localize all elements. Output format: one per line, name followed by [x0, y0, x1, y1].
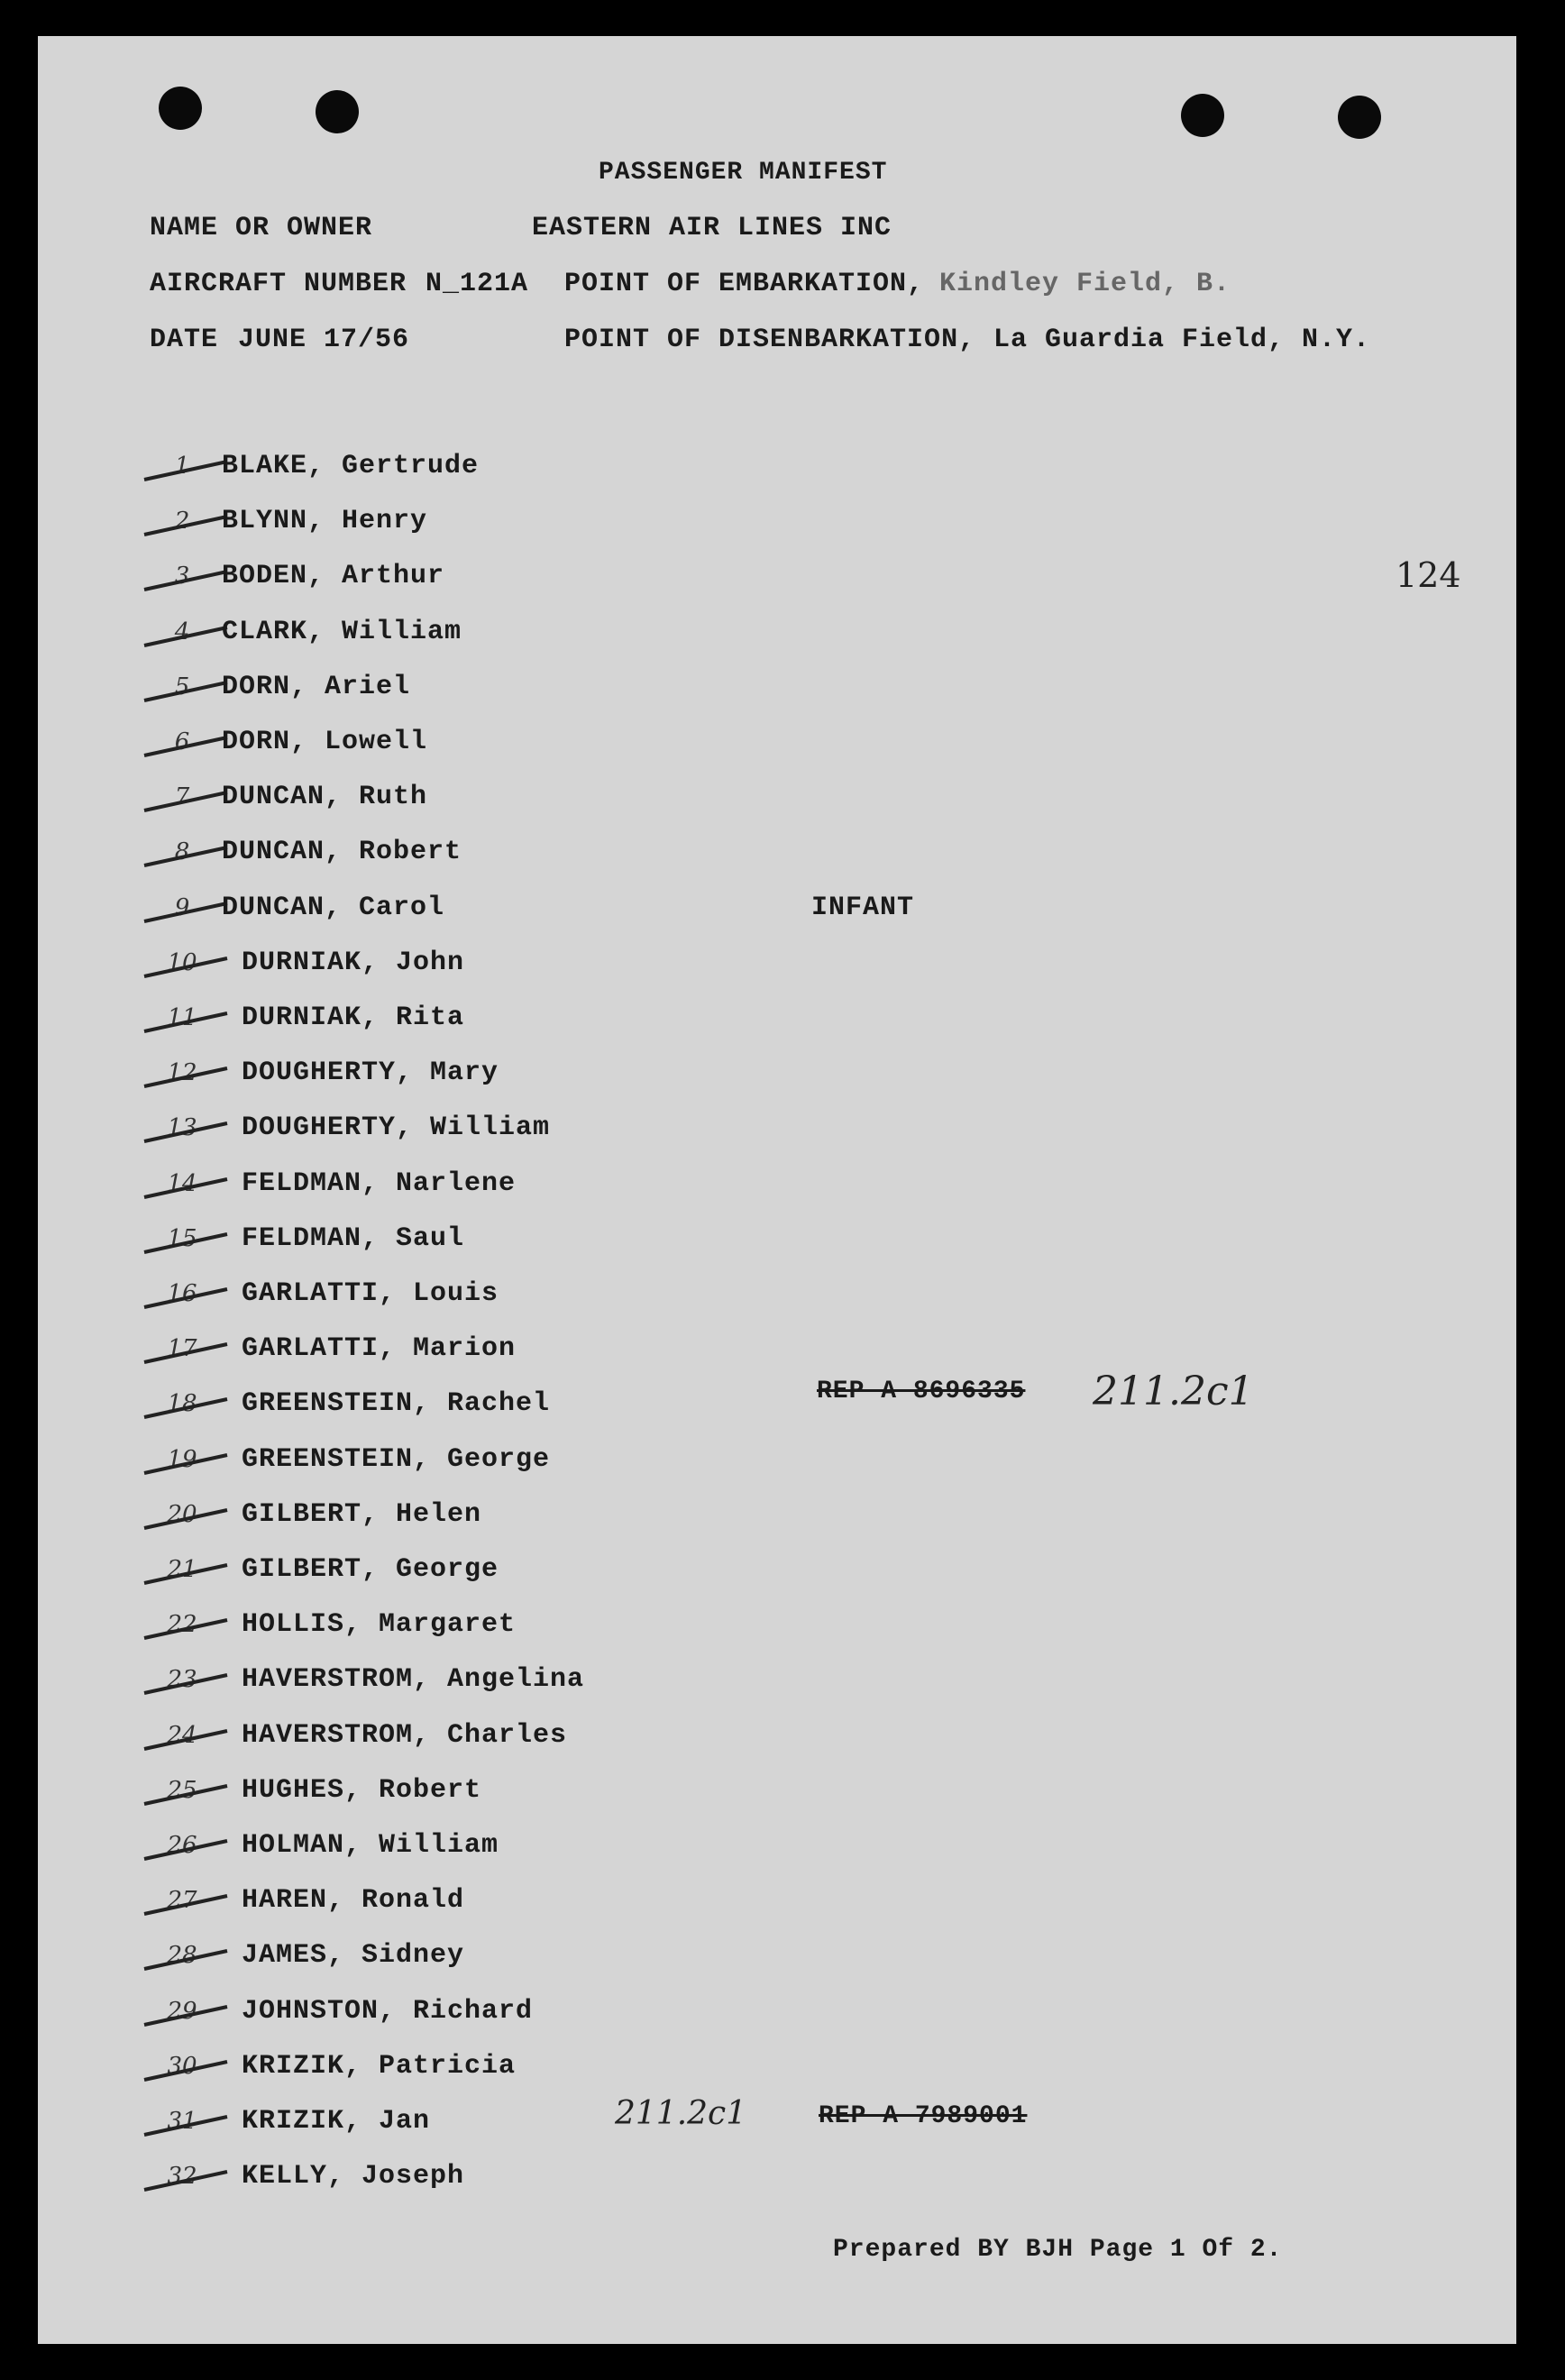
passenger-row	[38, 1554, 939, 1590]
passenger-number: 15	[167, 1224, 197, 1252]
passenger-name: BLAKE, Gertrude	[222, 451, 480, 481]
check-mark-scribble	[137, 1613, 236, 1643]
passenger-row	[38, 672, 939, 708]
passenger-row	[38, 451, 939, 487]
passenger-number: 29	[167, 1997, 197, 2025]
passenger-name: HOLMAN, William	[242, 1830, 499, 1861]
passenger-number: 20	[167, 1500, 197, 1528]
passenger-name: JAMES, Sidney	[242, 1940, 465, 1972]
check-mark-scribble	[137, 1668, 236, 1698]
passenger-number: 3	[174, 563, 190, 590]
passenger-row	[38, 617, 939, 653]
passenger-row	[38, 782, 939, 818]
passenger-row	[38, 727, 939, 763]
passenger-name: GREENSTEIN, Rachel	[242, 1388, 551, 1420]
passenger-row	[38, 1830, 939, 1866]
passenger-number: 26	[167, 1832, 197, 1859]
passenger-number: 7	[174, 783, 190, 811]
date-value: JUNE 17/56	[238, 325, 410, 355]
passenger-number: 2	[174, 508, 190, 536]
disembarkation-label: POINT OF DISENBARKATION,	[564, 325, 976, 355]
aircraft-value: N_121A	[426, 269, 529, 299]
passenger-name: GARLATTI, Marion	[242, 1333, 517, 1365]
check-mark-scribble	[137, 1392, 236, 1423]
passenger-row	[38, 2161, 939, 2197]
passenger-row	[38, 506, 939, 542]
passenger-row	[38, 1996, 939, 2032]
passenger-name: DURNIAK, Rita	[242, 1002, 465, 1033]
passenger-name: HUGHES, Robert	[242, 1774, 482, 1806]
passenger-name: FELDMAN, Saul	[242, 1222, 465, 1254]
passenger-row	[38, 947, 939, 984]
passenger-name: GILBERT, George	[242, 1554, 499, 1585]
passenger-number: 1	[174, 453, 190, 480]
passenger-number: 6	[174, 728, 190, 755]
passenger-name: DOUGHERTY, William	[242, 1112, 551, 1144]
passenger-row	[38, 1775, 939, 1811]
passenger-note: INFANT	[811, 892, 915, 923]
date-label: DATE	[150, 325, 219, 355]
passenger-name: DOUGHERTY, Mary	[242, 1057, 499, 1089]
passenger-row	[38, 1168, 939, 1204]
check-mark-scribble	[137, 1997, 236, 2030]
passenger-number: 24	[167, 1721, 197, 1749]
owner-value: EASTERN AIR LINES INC	[532, 213, 892, 243]
check-mark-scribble	[137, 1006, 236, 1037]
passenger-row	[38, 1112, 939, 1149]
passenger-number: 14	[167, 1169, 197, 1197]
passenger-name: KELLY, Joseph	[242, 2161, 465, 2192]
passenger-name: DORN, Lowell	[222, 727, 428, 757]
passenger-row	[38, 1885, 939, 1921]
punch-hole-4	[1338, 96, 1381, 139]
check-mark-scribble	[137, 1169, 236, 1203]
passenger-row	[38, 1940, 939, 1976]
passenger-number: 4	[174, 618, 190, 645]
check-mark-scribble	[137, 1061, 236, 1092]
passenger-name: FELDMAN, Narlene	[242, 1167, 517, 1199]
passenger-row	[38, 2051, 939, 2087]
passenger-number: 30	[167, 2052, 197, 2080]
passenger-row	[38, 561, 939, 597]
passenger-name: KRIZIK, Jan	[242, 2106, 431, 2137]
passenger-number: 18	[167, 1390, 197, 1418]
check-mark-scribble	[137, 1224, 236, 1258]
passenger-row	[38, 1664, 939, 1700]
passenger-name: GILBERT, Helen	[242, 1498, 482, 1530]
rep-annotation-2: REP A 7989001	[819, 2102, 1028, 2130]
passenger-number: 12	[167, 1059, 197, 1087]
passenger-name: HAVERSTROM, Angelina	[242, 1664, 585, 1696]
passenger-row	[38, 1444, 939, 1480]
passenger-name: GREENSTEIN, George	[242, 1443, 551, 1475]
disembarkation-value: La Guardia Field, N.Y.	[993, 325, 1371, 355]
passenger-row	[38, 1057, 939, 1094]
check-mark-scribble	[137, 1116, 236, 1147]
check-mark-scribble	[137, 1721, 236, 1754]
passenger-number: 10	[167, 948, 197, 976]
check-mark-scribble	[137, 2110, 236, 2140]
passenger-row	[38, 892, 939, 929]
passenger-number: 13	[167, 1114, 197, 1142]
passenger-name: DUNCAN, Carol	[222, 892, 445, 923]
passenger-name: DUNCAN, Ruth	[222, 782, 428, 813]
passenger-row	[38, 1002, 939, 1039]
punch-hole-3	[1181, 94, 1224, 137]
owner-label: NAME OR OWNER	[150, 213, 373, 243]
check-mark-scribble	[137, 2052, 236, 2085]
check-mark-scribble	[137, 1337, 236, 1368]
passenger-name: BLYNN, Henry	[222, 506, 428, 537]
passenger-number: 5	[174, 673, 190, 700]
passenger-number: 17	[167, 1335, 197, 1363]
passenger-row	[38, 1278, 939, 1314]
check-mark-scribble	[137, 1500, 236, 1533]
passenger-number: 11	[167, 1004, 197, 1031]
passenger-name: KRIZIK, Patricia	[242, 2050, 517, 2082]
passenger-name: CLARK, William	[222, 616, 462, 647]
passenger-number: 19	[167, 1445, 197, 1473]
passenger-name: DURNIAK, John	[242, 947, 465, 978]
passenger-number: 32	[167, 2163, 197, 2191]
passenger-number: 8	[174, 838, 190, 866]
footer-prepared-by: Prepared BY BJH Page 1 Of 2.	[833, 2236, 1283, 2264]
embarkation-label: POINT OF EMBARKATION,	[564, 269, 925, 299]
passenger-number: 31	[167, 2108, 197, 2135]
passenger-row	[38, 1609, 939, 1645]
passenger-row	[38, 1388, 939, 1424]
passenger-number: 23	[167, 1666, 197, 1694]
check-mark-scribble	[137, 1776, 236, 1809]
check-mark-scribble	[137, 1889, 236, 1919]
check-mark-scribble	[137, 1282, 236, 1313]
passenger-row	[38, 837, 939, 873]
passenger-name: DORN, Ariel	[222, 671, 411, 702]
passenger-row	[38, 2106, 939, 2142]
punch-hole-2	[316, 90, 359, 133]
manifest-page	[38, 36, 1516, 2344]
passenger-name: HAREN, Ronald	[242, 1885, 465, 1917]
handwritten-code-2: 211.2c1	[615, 2095, 747, 2132]
passenger-number: 22	[167, 1611, 197, 1639]
passenger-number: 27	[167, 1887, 197, 1915]
handwritten-code-1: 211.2c1	[1093, 1368, 1254, 1414]
passenger-number: 25	[167, 1776, 197, 1804]
passenger-number: 16	[167, 1280, 197, 1307]
check-mark-scribble	[137, 2165, 236, 2195]
passenger-name: DUNCAN, Robert	[222, 837, 462, 868]
passenger-name: GARLATTI, Louis	[242, 1278, 499, 1309]
passenger-number: 9	[174, 893, 190, 921]
passenger-row	[38, 1333, 939, 1369]
passenger-number: 21	[167, 1556, 197, 1583]
passenger-row	[38, 1499, 939, 1535]
passenger-row	[38, 1720, 939, 1756]
handwritten-page-number: 124	[1396, 555, 1461, 595]
passenger-row	[38, 1223, 939, 1259]
check-mark-scribble	[137, 1445, 236, 1478]
passenger-name: HOLLIS, Margaret	[242, 1609, 517, 1641]
check-mark-scribble	[137, 1944, 236, 1974]
embarkation-value: Kindley Field, B.	[939, 269, 1231, 299]
punch-hole-1	[159, 87, 202, 130]
passenger-name: HAVERSTROM, Charles	[242, 1719, 568, 1751]
rep-annotation-1: REP A 8696335	[817, 1378, 1026, 1405]
passenger-name: BODEN, Arthur	[222, 561, 445, 592]
document-title: PASSENGER MANIFEST	[599, 159, 888, 187]
passenger-number: 28	[167, 1942, 197, 1970]
passenger-name: JOHNSTON, Richard	[242, 1995, 534, 2027]
check-mark-scribble	[137, 1834, 236, 1864]
check-mark-scribble	[137, 948, 236, 982]
aircraft-label: AIRCRAFT NUMBER	[150, 269, 407, 299]
check-mark-scribble	[137, 1558, 236, 1588]
